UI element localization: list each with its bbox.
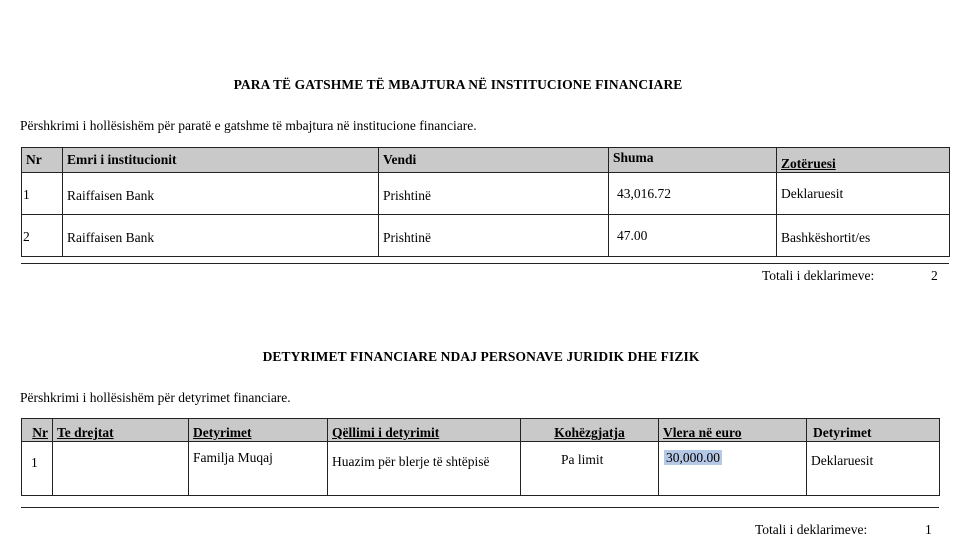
col-header-value [659, 419, 807, 442]
col-header-amount: Shuma [609, 148, 777, 173]
table-bottom-rule [21, 507, 939, 508]
col-header-duration-label: Kohëzgjatja [554, 425, 625, 440]
cell-rights [53, 442, 189, 496]
cash-holdings-table [21, 147, 950, 257]
cell-institution: Raiffaisen Bank [63, 173, 379, 215]
cell-place: Prishtinë [379, 215, 609, 257]
cell-nr: 2 [22, 215, 63, 257]
table-bottom-rule [21, 263, 949, 264]
col-header-institution: Emri i institucionit [63, 148, 379, 173]
cell-value [659, 442, 807, 496]
col-header-nr: Nr [22, 148, 63, 173]
cell-value-selected[interactable]: 30,000.00 [666, 450, 720, 465]
cell-place: Prishtinë [379, 173, 609, 215]
cell-purpose: Huazim për blerje të shtëpisë [328, 442, 521, 496]
col-header-purpose [328, 419, 521, 442]
cell-creditor: Familja Muqaj [189, 442, 328, 496]
table-row [22, 442, 940, 496]
cell-amount: 47.00 [609, 215, 777, 257]
cell-institution: Raiffaisen Bank [63, 215, 379, 257]
col-header-duration [521, 419, 659, 442]
section1-total-label: Totali i deklarimeve: [762, 268, 875, 283]
col-header-creditor [189, 419, 328, 442]
col-header-place: Vendi [379, 148, 609, 173]
col-header-creditor-label: Detyrimet [193, 425, 252, 440]
table-header-row [22, 419, 940, 442]
col-header-rights [53, 419, 189, 442]
col-header-value-label: Vlera në euro [663, 425, 742, 440]
cell-amount: 43,016.72 [609, 173, 777, 215]
col-header-owner-label: Zotëruesi [781, 156, 836, 171]
table-header-row [22, 148, 950, 173]
liabilities-table [21, 418, 940, 496]
col-header-nr-label: Nr [32, 425, 48, 440]
section1-title: PARA TË GATSHME TË MBAJTURA NË INSTITUCIONE FINANCIARE [233, 77, 683, 92]
col-header-purpose-label: Qëllimi i detyrimit [332, 425, 440, 440]
section1-description: Përshkrimi i hollësishëm për paratë e gatshme të mbajtura në institucione financiare. [20, 118, 477, 133]
cell-nr: 1 [22, 173, 63, 215]
section2-title: DETYRIMET FINANCIARE NDAJ PERSONAVE JURIDIK DHE FIZIK [262, 349, 700, 364]
cell-nr: 1 [22, 442, 53, 496]
col-header-liability-owner: Detyrimet [807, 419, 940, 442]
cell-duration: Pa limit [521, 442, 659, 496]
cell-owner: Bashkëshortit/es [777, 215, 950, 257]
table-row [22, 173, 950, 215]
cell-liability-owner: Deklaruesit [807, 442, 940, 496]
col-header-nr [22, 419, 53, 442]
col-header-rights-label: Te drejtat [57, 425, 114, 440]
section1-total-value: 2 [931, 268, 938, 283]
cell-owner: Deklaruesit [777, 173, 950, 215]
section2-total-label: Totali i deklarimeve: [755, 522, 868, 537]
table-row [22, 215, 950, 257]
col-header-owner [777, 148, 950, 173]
section2-description: Përshkrimi i hollësishëm për detyrimet financiare. [20, 390, 291, 405]
section2-total-value: 1 [925, 522, 932, 537]
